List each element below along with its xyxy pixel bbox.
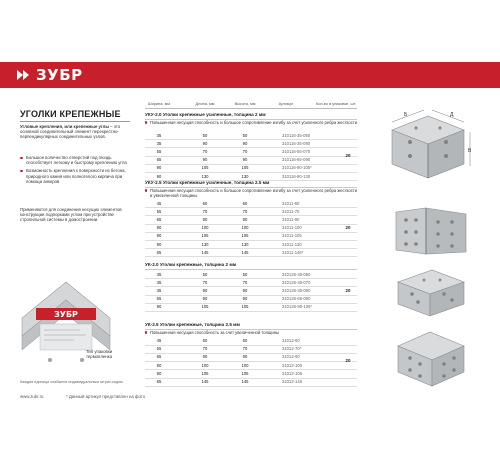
cell-length: 90 xyxy=(202,287,208,293)
cell-width: 45 xyxy=(156,338,162,344)
package-caption: Тип упаковки термопленка xyxy=(86,349,113,359)
cell-height: 70 xyxy=(242,346,248,352)
reinforced-angle-2mm-photo xyxy=(380,108,475,184)
cell-article: 31012-70* xyxy=(282,346,302,352)
footer-photo-note: * Данный артикул представлен на фото xyxy=(66,394,146,399)
cell-article: 31011-70 xyxy=(282,208,300,214)
page-title: УГОЛКИ КРЕПЕЖНЫЕ xyxy=(20,109,121,119)
cell-height: 70 xyxy=(242,148,248,154)
cell-length: 90 xyxy=(202,216,208,222)
cell-width: 90 xyxy=(156,233,162,239)
package-label: ЗУБР xyxy=(54,310,78,319)
cell-height: 90 xyxy=(242,140,248,146)
cell-article: 31011-105 xyxy=(282,233,302,239)
cell-article: 310116-65-090 xyxy=(282,157,311,163)
cell-width: 65 xyxy=(156,354,162,360)
package-photo xyxy=(20,278,113,378)
cell-width: 45 xyxy=(156,200,162,206)
table-row xyxy=(145,337,357,345)
section-subtitle: Повышенная несущая способность и большое сопротивление изгибу за счет усиленного ребра жесткости xyxy=(145,120,360,125)
cell-article: 310126-35-050 xyxy=(282,271,311,277)
cell-height: 130 xyxy=(241,241,249,247)
intro-body: – это основной соединительный элемент перекрестно-перпендикулярных соединительных узлов. xyxy=(20,124,121,140)
cell-height: 105 xyxy=(241,304,249,310)
cell-width: 90 xyxy=(156,370,162,376)
usage-text: Применяются для соединения несущих элементов конструкции подпорками углом при устройстве стропильной системы в домостроении. xyxy=(20,207,122,223)
footer-website: www.zubr.ru xyxy=(20,394,44,399)
cell-length: 60 xyxy=(202,200,208,206)
cell-article: 310116-90-130 xyxy=(282,173,311,179)
cell-width: 90 xyxy=(156,304,162,310)
cell-length: 90 xyxy=(202,157,208,163)
column-header-quantity: Кол-во в упаковке, шт. xyxy=(315,101,357,106)
cell-article: 31012-90 xyxy=(282,354,300,360)
row-divider xyxy=(145,256,357,257)
dimension-label-height: В xyxy=(468,148,472,154)
column-header-length: Длина, мм xyxy=(195,101,215,106)
cell-article: 31011-145* xyxy=(282,249,304,255)
cell-height: 50 xyxy=(242,271,248,277)
cell-width: 55 xyxy=(156,346,162,352)
cell-article: 31012-145 xyxy=(282,379,303,385)
table-row xyxy=(145,131,357,139)
table-row xyxy=(145,147,357,155)
cell-height: 145 xyxy=(241,379,249,385)
cell-length: 100 xyxy=(201,225,209,231)
cell-length: 70 xyxy=(202,279,208,285)
cell-width: 90 xyxy=(156,241,162,247)
table-header-rule xyxy=(145,108,357,109)
table-row xyxy=(145,303,357,311)
cell-height: 90 xyxy=(242,216,248,222)
column-header-article: Артикул xyxy=(278,101,294,106)
arrow-logo-icon xyxy=(16,67,32,83)
cell-length: 60 xyxy=(202,338,208,344)
intro-lead: Угловые крепления, или крепежные углы xyxy=(20,124,110,129)
package-footnote: Каждая единица снабжена индивидуальным штрих-кодом xyxy=(20,380,123,384)
cell-width: 90 xyxy=(156,173,162,179)
cell-height: 100 xyxy=(241,362,249,368)
table-row xyxy=(145,240,357,248)
cell-length: 50 xyxy=(202,132,208,138)
feature-item: Большое количество отверстий под гвоздь способствует легкому и быстрому креплению угла xyxy=(20,155,128,165)
cell-length: 105 xyxy=(201,233,209,239)
cell-article: 310126-35-090 xyxy=(282,287,311,293)
cell-article: 31011-90 xyxy=(282,216,300,222)
title-divider xyxy=(20,121,130,122)
cell-article: 31011-60 xyxy=(282,200,300,206)
row-divider xyxy=(145,386,357,387)
cell-article: 31011-130 xyxy=(282,241,302,247)
table-row xyxy=(145,215,357,223)
table-row xyxy=(145,378,357,386)
cell-length: 145 xyxy=(201,379,209,385)
cell-height: 105 xyxy=(241,370,249,376)
table-row xyxy=(145,139,357,147)
angle-2mm-photo xyxy=(392,268,470,318)
cell-height: 60 xyxy=(242,338,248,344)
cell-height: 70 xyxy=(242,279,248,285)
cell-height: 105 xyxy=(241,233,249,239)
cell-length: 90 xyxy=(202,296,208,302)
cell-article: 31011-100 xyxy=(282,225,302,231)
cell-height: 90 xyxy=(242,157,248,163)
cell-height: 90 xyxy=(242,354,248,360)
cell-length: 105 xyxy=(201,165,209,171)
table-row xyxy=(145,353,357,364)
feature-list xyxy=(20,155,128,187)
table-row xyxy=(145,270,357,278)
cell-article: 31012-100 xyxy=(282,362,303,368)
cell-width: 80 xyxy=(156,362,162,368)
cell-length: 70 xyxy=(202,208,208,214)
cell-article: 310116-35-050 xyxy=(282,132,311,138)
section-title: УК-2.5 Уголки крепежные, толщина 2.5 мм xyxy=(145,322,240,327)
cell-width: 80 xyxy=(156,225,162,231)
table-row xyxy=(145,232,357,240)
cell-height: 90 xyxy=(242,296,248,302)
feature-item: Возможность крепления к поверхности из бетона, природного камня или полнотелого кирпича при помощи анкеров xyxy=(20,168,128,184)
cell-length: 105 xyxy=(201,370,209,376)
cell-width: 35 xyxy=(156,271,162,277)
cell-width: 65 xyxy=(156,157,162,163)
cell-length: 100 xyxy=(201,362,209,368)
pack-quantity: 20 xyxy=(345,358,351,364)
reinforced-angle-2-5mm-photo xyxy=(392,206,470,258)
cell-width: 65 xyxy=(156,216,162,222)
cell-length: 130 xyxy=(201,173,209,179)
column-header-width: Ширина, мм xyxy=(148,101,170,106)
cell-height: 130 xyxy=(241,173,249,179)
dimension-label-length: Д xyxy=(450,112,454,118)
section-title: УКУ-2.5 Уголки крепежные усиленные, толщина 2.5 мм xyxy=(145,180,270,185)
pack-quantity: 20 xyxy=(345,287,351,293)
cell-width: 65 xyxy=(156,379,162,385)
table-row xyxy=(145,369,357,377)
cell-height: 90 xyxy=(242,287,248,293)
intro-text xyxy=(20,124,128,140)
table-row xyxy=(145,295,357,303)
cell-length: 70 xyxy=(202,148,208,154)
cell-length: 130 xyxy=(201,241,209,247)
cell-length: 70 xyxy=(202,346,208,352)
cell-length: 90 xyxy=(202,140,208,146)
cell-height: 105 xyxy=(241,165,249,171)
cell-length: 105 xyxy=(201,304,209,310)
cell-length: 145 xyxy=(201,249,209,255)
section-subtitle: Повышенная несущая способность за счет увеличенной толщины xyxy=(145,330,360,335)
row-divider xyxy=(145,311,357,312)
cell-length: 50 xyxy=(202,271,208,277)
cell-article: 310126-35-070 xyxy=(282,279,311,285)
angle-2-5mm-photo xyxy=(394,330,468,388)
cell-width: 55 xyxy=(156,208,162,214)
table-row xyxy=(145,361,357,369)
cell-height: 60 xyxy=(242,200,248,206)
cell-width: 35 xyxy=(156,140,162,146)
cell-width: 35 xyxy=(156,287,162,293)
table-row xyxy=(145,207,357,215)
cell-width: 55 xyxy=(156,148,162,154)
cell-article: 31012-60 xyxy=(282,338,300,344)
section-title: УК-2.0 Уголки крепежные, толщина 2 мм xyxy=(145,262,237,267)
column-header-height: Высота, мм xyxy=(234,101,256,106)
table-row xyxy=(145,278,357,286)
brand-logo xyxy=(16,66,83,84)
dimension-label-width: Б xyxy=(404,112,408,118)
cell-width: 65 xyxy=(156,296,162,302)
cell-article: 310126-90-105* xyxy=(282,304,313,310)
cell-article: 31012-105 xyxy=(282,370,303,376)
cell-height: 100 xyxy=(241,225,249,231)
table-row xyxy=(145,345,357,353)
cell-width: 35 xyxy=(156,279,162,285)
table-row xyxy=(145,286,357,294)
cell-article: 310116-55-070 xyxy=(282,148,311,154)
pack-quantity: 20 xyxy=(345,152,351,158)
table-row xyxy=(145,156,357,164)
cell-article: 310116-35-090 xyxy=(282,140,311,146)
table-row xyxy=(145,172,357,180)
cell-height: 145 xyxy=(241,249,249,255)
table-row xyxy=(145,248,357,256)
cell-article: 310126-65-090 xyxy=(282,296,311,302)
cell-width: 90 xyxy=(156,165,162,171)
table-row xyxy=(145,224,357,232)
section-subtitle: Повышенная несущая способность и большое сопротивление изгибу за счет усиленного ребра жесткости и увеличенной толщины xyxy=(145,188,360,198)
cell-article: 310116-90-105* xyxy=(282,165,312,171)
pack-quantity: 20 xyxy=(345,224,351,230)
section-title: УКУ-2.0 Уголки крепежные усиленные, толщина 2 мм xyxy=(145,112,266,117)
cell-length: 90 xyxy=(202,354,208,360)
table-row xyxy=(145,164,357,172)
cell-width: 35 xyxy=(156,132,162,138)
brand-name: ЗУБР xyxy=(36,66,83,84)
cell-height: 70 xyxy=(242,208,248,214)
table-row xyxy=(145,199,357,207)
cell-width: 65 xyxy=(156,249,162,255)
cell-height: 50 xyxy=(242,132,248,138)
